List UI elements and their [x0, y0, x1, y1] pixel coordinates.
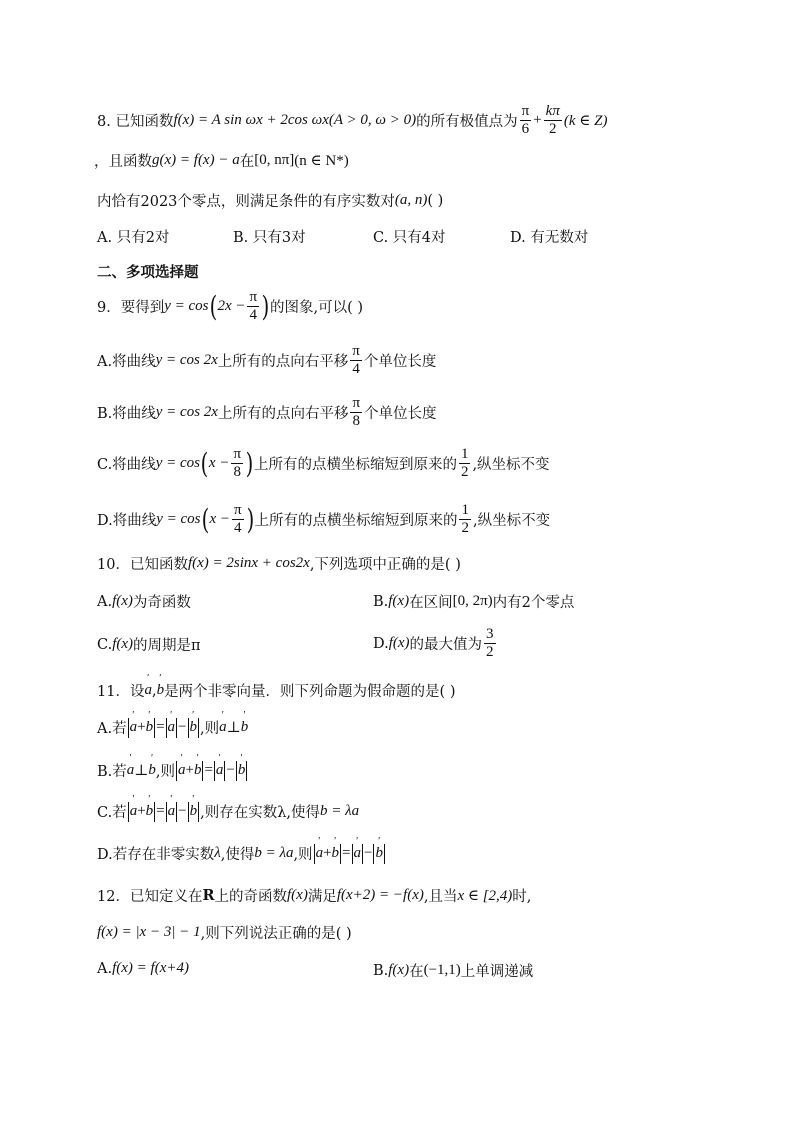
q8-pair: (a, n) [394, 192, 428, 208]
q8-line3-text: 内恰有2023个零点，则满足条件的有序实数对 [97, 194, 395, 210]
q8-option-a: A. 只有2对 [97, 230, 170, 246]
q9-inner: 2x − [217, 298, 246, 314]
q8-line2-prefix: ，且函数 [94, 154, 152, 170]
q9-option-d: D.将曲线 y = cos ( x − $\frac{\pi}{4}$ ) 上所有的点横坐标缩短到原来的 $\frac{1}{2}$ ,纵坐标不变 [97, 502, 551, 536]
q8-function: f(x) = A sin ωx + 2cos ωx(A > 0, ω > 0) [173, 112, 417, 128]
q8-paren: ( ) [427, 192, 444, 209]
q12-stem-line1: 12．已知定义在 R 上的奇函数 f(x) 满足 f(x+2) = −f(x) ,且当 x ∈ [2,4) 时, [97, 887, 532, 905]
q8-interval: [0, nπ] [254, 152, 295, 168]
q12-option-b: B. f(x) 在 (−1,1) 上单调递减 [373, 962, 534, 980]
q8-frac-pi-6: $\frac{\pi}{6}$ [521, 103, 530, 137]
q10-option-c: C. f(x) 的周期是π [97, 636, 201, 654]
q9-y: y = cos [164, 298, 209, 314]
q11-option-b: B.若 ' a ⊥ ' b ,则 ' a + ' b = ' a − ' b [97, 760, 248, 781]
q9-frac: $\frac{\pi}{4}$ [249, 289, 258, 323]
q8-prefix: 8. 已知函数 [97, 114, 174, 130]
q11-option-d: D.若存在非零实数 λ ,使得 b = λa ,则 ' a + ' b = ' a − ' b [97, 843, 386, 864]
q9-option-c: C.将曲线 y = cos ( x − $\frac{\pi}{8}$ ) 上所有的点横坐标缩短到原来的 $\frac{1}{2}$ ,纵坐标不变 [97, 446, 550, 480]
q11-stem: 11．设 ' a , ' b 是两个非零向量．则下列命题为假命题的是( ) [97, 680, 455, 701]
q10-option-b: B. f(x) 在区间 [0, 2π) 内有2个零点 [373, 593, 575, 611]
q10-option-a: A. f(x) 为奇函数 [97, 593, 191, 611]
q11-option-a: A.若 ' a + ' b = ' a − ' b ,则 ' a ⊥ ' b [97, 717, 248, 738]
q9-stem: 9．要得到 y = cos ( 2x − $\frac{\pi}{4}$ ) 的图象,可以( ) [97, 289, 364, 323]
q9-option-a: A.将曲线 y = cos 2x 上所有的点向右平移 $\frac{\pi}{4}$ 个单位长度 [97, 343, 437, 377]
q8-option-b: B. 只有3对 [233, 230, 306, 246]
q8-frac-kpi-2: $\frac{k\pi}{2}$ [545, 103, 560, 137]
q8-mid: 的所有极值点为 [416, 114, 518, 130]
q8-line2 [94, 150, 349, 171]
q12-stem-line2: f(x) = |x − 3| − 1 ,则下列说法正确的是( ) [97, 924, 352, 942]
q8-ncond: (n ∈ N*) [294, 153, 349, 169]
q10-option-d: D. f(x) 的最大值为 $\frac{3}{2}$ [373, 626, 494, 660]
q10-stem: 10．已知函数 f(x) = 2sinx + cos2x ,下列选项中正确的是( ) [97, 555, 461, 573]
q8-line1: 8. 已知函数 f(x) = A sin ωx + 2cos ωx(A > 0, ω > 0) 的所有极值点为 $\frac{\pi}{6}$ + $\frac{k\pi}{2}$ (k ∈ Z) [97, 103, 608, 137]
q8-gfunc: g(x) = f(x) − a [152, 152, 240, 168]
q8-kz: (k ∈ Z) [563, 113, 608, 129]
q9-prefix: 9．要得到 [97, 300, 165, 316]
q8-in: 在 [239, 154, 255, 170]
section-heading: 二、多项选择题 [97, 265, 199, 281]
q8-option-c: C. 只有4对 [373, 230, 446, 246]
q9-option-b: B.将曲线 y = cos 2x 上所有的点向右平移 $\frac{\pi}{8}$ 个单位长度 [97, 395, 437, 429]
q11-option-c: C.若 ' a + ' b = ' a − ' b ,则存在实数λ,使得 b = λa [97, 801, 359, 822]
q9-suffix: 的图象,可以( ) [270, 300, 364, 316]
q8-option-d: D. 有无数对 [510, 230, 589, 246]
q8-line3 [97, 190, 443, 211]
q12-option-a: A. f(x) = f(x+4) [97, 960, 189, 977]
